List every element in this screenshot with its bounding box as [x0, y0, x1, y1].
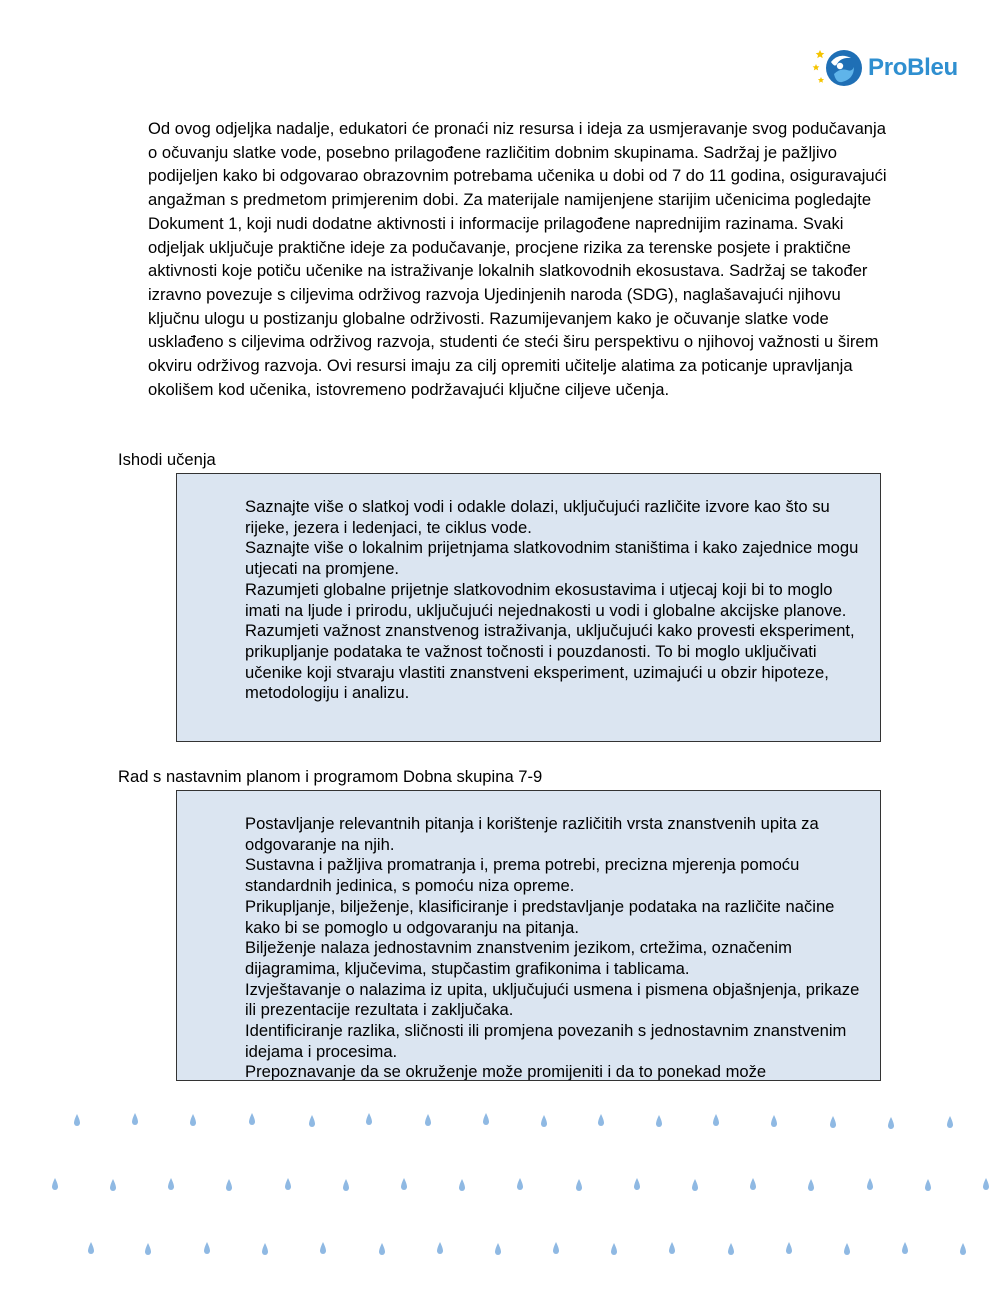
- water-drop-icon: [190, 1114, 196, 1126]
- water-drop-icon: [611, 1243, 617, 1255]
- water-drop-icon: [692, 1179, 698, 1191]
- curriculum-item: Sustavna i pažljiva promatranja i, prema potrebi, precizna mjerenja pomoću standardnih jedinica, s pomoću niza opreme.: [245, 855, 800, 896]
- water-drop-icon: [52, 1178, 58, 1190]
- water-drop-icon: [483, 1113, 489, 1125]
- water-drop-icon: [983, 1178, 989, 1190]
- probleu-emblem-icon: [812, 44, 864, 92]
- curriculum-box: [176, 790, 881, 1081]
- water-drop-icon: [728, 1243, 734, 1255]
- water-drop-icon: [88, 1242, 94, 1254]
- water-drop-icon: [226, 1179, 232, 1191]
- water-drop-icon: [366, 1113, 372, 1125]
- water-drop-icon: [669, 1242, 675, 1254]
- water-drop-icon: [145, 1243, 151, 1255]
- water-drop-icon: [844, 1243, 850, 1255]
- water-drop-icon: [343, 1179, 349, 1191]
- water-drop-icon: [262, 1243, 268, 1255]
- water-drop-icon: [309, 1115, 315, 1127]
- water-drop-icon: [249, 1113, 255, 1125]
- water-drop-icon: [947, 1116, 953, 1128]
- water-drop-icon: [425, 1114, 431, 1126]
- water-drop-icon: [656, 1115, 662, 1127]
- outcomes-box: [176, 473, 881, 742]
- curriculum-heading: Rad s nastavnim planom i programom Dobna skupina 7-9: [118, 767, 543, 786]
- water-drop-icon: [925, 1179, 931, 1191]
- water-drop-icon: [960, 1243, 966, 1255]
- water-drop-icon: [495, 1243, 501, 1255]
- water-drops-decoration: [0, 1095, 1000, 1275]
- water-drop-icon: [750, 1178, 756, 1190]
- water-drop-icon: [888, 1117, 894, 1129]
- water-drop-icon: [553, 1242, 559, 1254]
- water-drop-icon: [867, 1178, 873, 1190]
- water-drop-icon: [713, 1114, 719, 1126]
- water-drop-icon: [285, 1178, 291, 1190]
- outcome-item: Saznajte više o slatkoj vodi i odakle dolazi, uključujući različite izvore kao što su rijeke, jezera i ledenjaci, te ciklus vode.: [245, 497, 830, 537]
- water-drop-icon: [808, 1179, 814, 1191]
- probleu-logo: [812, 44, 972, 94]
- water-drop-icon: [379, 1243, 385, 1255]
- water-drop-icon: [401, 1178, 407, 1190]
- water-drop-icon: [320, 1242, 326, 1254]
- water-drop-icon: [786, 1242, 792, 1254]
- intro-paragraph: Od ovog odjeljka nadalje, edukatori će pronaći niz resursa i ideja za usmjeravanje svog podučavanja o očuvanju slatke vode, posebno prilagođene različitim dobnim skupinama. Sadržaj je pažljivo podijeljen kako bi odgovarao obrazovnim potrebama učenika u dobi od 7 do 11 godina, osiguravajući angažman s predmetom primjerenim dobi. Za materijale namijenjene starijim učenicima pogledajte Dokument 1, koji nudi dodatne aktivnosti i informacije prilagođene naprednijim razinama. Svaki odjeljak uključuje praktične ideje za podučavanje, procjene rizika za terenske posjete i praktične aktivnosti koje potiču učenike na istraživanje lokalnih slatkovodnih ekosustava. Sadržaj se također izravno povezuje s ciljevima održivog razvoja Ujedinjenih naroda (SDG), naglašavajući njihovu ključnu ulogu u postizanju globalne održivosti. Razumijevanjem kako je očuvanje slatke vode usklađeno s ciljevima održivog razvoja, studenti će steći širu perspektivu o njihovoj važnosti u širem okviru održivog razvoja. Ovi resursi imaju za cilj opremiti učitelje alatima za poticanje upravljanja okolišem kod učenika, istovremeno podržavajući ključne ciljeve učenja.: [148, 119, 887, 399]
- outcome-item: Saznajte više o lokalnim prijetnjama slatkovodnim staništima i kako zajednice mogu utjecati na promjene.: [245, 538, 859, 579]
- curriculum-item: Prepoznavanje da se okruženje može promijeniti i da to ponekad može: [245, 1062, 767, 1081]
- curriculum-item: Izvještavanje o nalazima iz upita, uključujući usmena i pismena objašnjenja, prikaze ili prezentacije rezultata i zaključaka.: [245, 979, 860, 1020]
- water-drop-icon: [634, 1178, 640, 1190]
- water-drop-icon: [74, 1114, 80, 1126]
- curriculum-item: Prikupljanje, bilježenje, klasificiranje i predstavljanje podataka na različite načine kako bi se pomoglo u odgovaranju na pitanja.: [245, 896, 835, 937]
- water-drop-icon: [517, 1178, 523, 1190]
- outcome-item: Razumjeti važnost znanstvenog istraživanja, uključujući kako provesti eksperiment, prikupljanje podataka te važnost točnosti i pouzdanosti. To bi moglo uključivati učenike koji stvaraju vlastiti znanstveni eksperiment, uzimajući u obzir hipoteze, metodologiju i analizu.: [245, 621, 855, 703]
- curriculum-item: Bilježenje nalaza jednostavnim znanstvenim jezikom, crtežima, označenim dijagramima, ključevima, stupčastim grafikonima i tablicama.: [245, 938, 792, 978]
- water-drop-icon: [132, 1113, 138, 1125]
- curriculum-item: Identificiranje razlika, sličnosti ili promjena povezanih s jednostavnim znanstvenim idejama i procesima.: [245, 1021, 847, 1061]
- brand-name: ProBleu: [868, 54, 958, 81]
- water-drop-icon: [110, 1179, 116, 1191]
- water-drop-icon: [902, 1242, 908, 1254]
- outcomes-heading: Ishodi učenja: [118, 450, 216, 469]
- curriculum-item: Postavljanje relevantnih pitanja i korištenje različitih vrsta znanstvenih upita za odgovaranje na njih.: [245, 814, 819, 854]
- water-drop-icon: [771, 1115, 777, 1127]
- water-drop-icon: [598, 1114, 604, 1126]
- water-drop-icon: [204, 1242, 210, 1254]
- water-drop-icon: [830, 1116, 836, 1128]
- outcome-item: Razumjeti globalne prijetnje slatkovodnim ekosustavima i utjecaj koji bi to moglo imati na ljude i prirodu, uključujući nejednakosti u vodi i globalne akcijske planove.: [245, 579, 847, 620]
- water-drop-icon: [168, 1178, 174, 1190]
- water-drop-icon: [459, 1179, 465, 1191]
- water-drop-icon: [576, 1179, 582, 1191]
- water-drop-icon: [541, 1115, 547, 1127]
- water-drop-icon: [437, 1242, 443, 1254]
